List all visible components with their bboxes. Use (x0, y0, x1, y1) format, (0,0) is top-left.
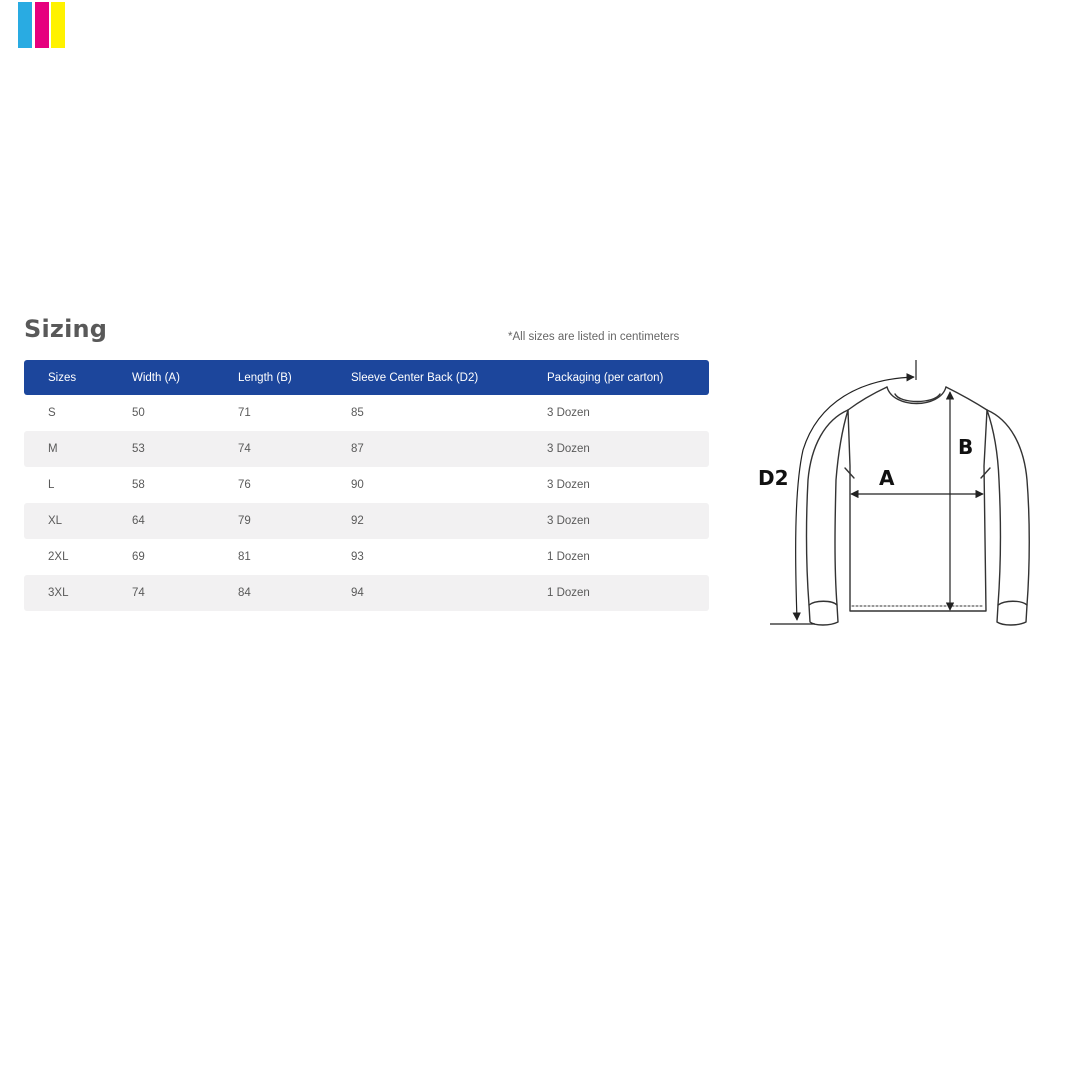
cell-length: 71 (238, 407, 251, 419)
sweatshirt-outline (807, 387, 1030, 625)
cell-packaging: 3 Dozen (547, 479, 590, 491)
cell-sleeve: 85 (351, 407, 364, 419)
label-a: A (879, 466, 895, 490)
table-row (24, 539, 709, 575)
header-sizes: Sizes (48, 371, 77, 384)
cell-sleeve: 93 (351, 551, 364, 563)
cell-width: 50 (132, 407, 145, 419)
logo-magenta-bar (35, 2, 49, 48)
cell-sleeve: 92 (351, 515, 364, 527)
cell-length: 79 (238, 515, 251, 527)
units-note: *All sizes are listed in centimeters (508, 331, 680, 343)
cell-packaging: 1 Dozen (547, 551, 590, 563)
cell-packaging: 3 Dozen (547, 443, 590, 455)
measurement-lines (770, 360, 983, 624)
header-packaging: Packaging (per carton) (547, 371, 664, 384)
table-header (24, 360, 709, 395)
logo-yellow-bar (51, 2, 65, 48)
cell-length: 74 (238, 443, 251, 455)
cell-sleeve: 94 (351, 587, 364, 599)
cell-sleeve: 90 (351, 479, 364, 491)
table-row (24, 467, 709, 503)
cell-size: L (48, 479, 55, 491)
cell-size: 3XL (48, 587, 69, 599)
cell-width: 58 (132, 479, 145, 491)
cell-width: 53 (132, 443, 145, 455)
label-b: B (958, 435, 974, 459)
header-width: Width (A) (132, 371, 180, 384)
table-row (24, 575, 709, 611)
logo-cyan-bar (18, 2, 32, 48)
cell-packaging: 1 Dozen (547, 587, 590, 599)
cell-width: 64 (132, 515, 145, 527)
header-length: Length (B) (238, 371, 292, 384)
cell-length: 84 (238, 587, 251, 599)
cell-size: 2XL (48, 551, 69, 563)
table-row (24, 503, 709, 539)
cell-size: M (48, 443, 58, 455)
cell-packaging: 3 Dozen (547, 407, 590, 419)
cell-size: S (48, 407, 56, 419)
label-d2: D2 (758, 466, 789, 490)
cell-sleeve: 87 (351, 443, 364, 455)
cell-width: 69 (132, 551, 145, 563)
brand-logo (18, 2, 65, 48)
cell-width: 74 (132, 587, 145, 599)
sweatshirt-measurement-diagram (755, 355, 1045, 635)
sizing-table (24, 360, 709, 611)
cell-length: 81 (238, 551, 251, 563)
table-row (24, 431, 709, 467)
header-sleeve: Sleeve Center Back (D2) (351, 371, 479, 384)
cell-packaging: 3 Dozen (547, 515, 590, 527)
cell-length: 76 (238, 479, 251, 491)
table-row (24, 395, 709, 431)
page-title: Sizing (24, 315, 108, 343)
cell-size: XL (48, 515, 63, 527)
